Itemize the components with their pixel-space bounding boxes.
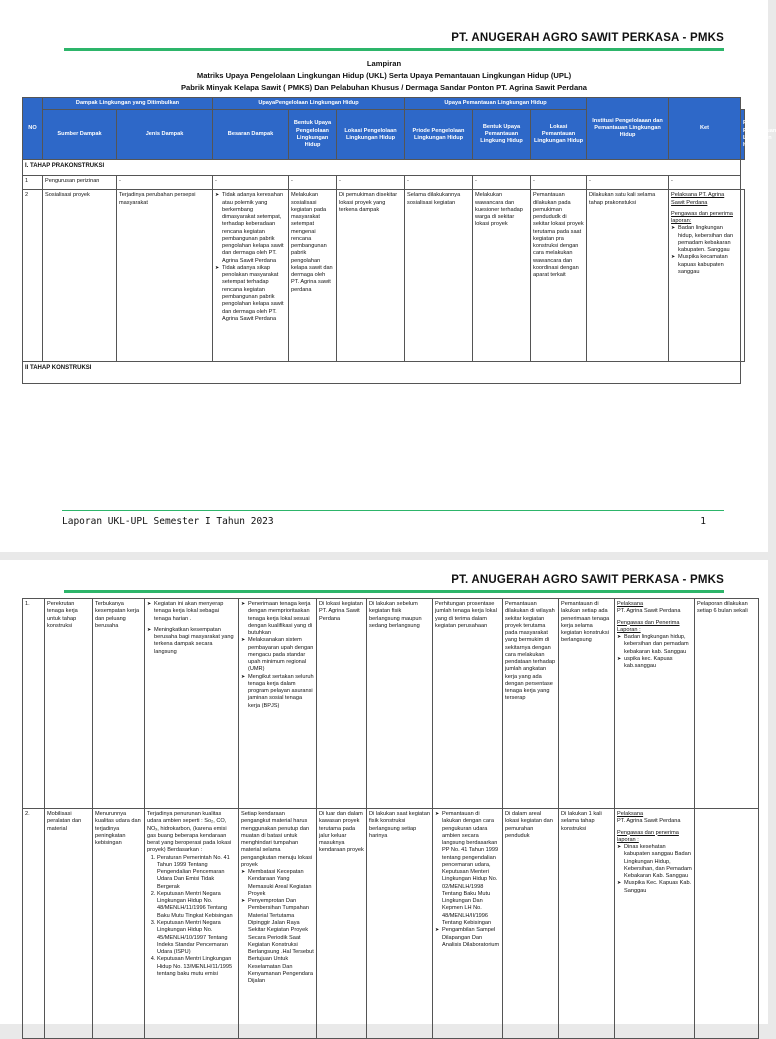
cell-bentuk-ukl: Melakukan sosialisasi kegiatan pada masyarakat setempat mengenai rencana pembangunan pabrik pengolahan kelapa sawit dan dermaga oleh PT. Agrina sawit perdana — [289, 190, 337, 362]
ukl-item: ➤ Mengikut sertakan seluruh tenaga kerja dalam program pelayan asuransi jaminan sosial tenaga kerja (BPJS) — [241, 674, 314, 710]
cell-dash: - — [117, 176, 213, 190]
group-dampak: Dampak Lingkungan yang Ditimbulkan — [43, 98, 213, 110]
cell-besaran — [145, 599, 239, 809]
cell-dash: - — [531, 176, 587, 190]
col-bentuk-upl: Bentuk Upaya Pemantauan Lingkung Hidup — [473, 110, 531, 160]
ukl-upl-matrix-table — [22, 97, 776, 384]
report-page-2 — [0, 560, 768, 1024]
cell-sumber: Sosialisasi proyek — [43, 190, 117, 362]
ukl-item: ➤ Penyemprotan Dan Pembersihan Tumpahan Material Tertutama Dipinggir Jalan Raya Sekitar Kegiatan Proyek Secara Periodik Saat Kegiatan Konstruksi Berlangsung .Hal Tersebut Bertujuan Untuk Keselamatan Dan Kenyamanan Pengendara Dijalan — [241, 898, 314, 985]
inst-pengawas: Pengawas dan penerima — [617, 829, 679, 836]
ukl-item: ➤ Penerimaan tenaga kerja dengan memprioritaskan tenaga kerja lokal sesuai dengan kualifikasi yang di butuhkan — [241, 601, 314, 637]
page-number: 1 — [700, 516, 706, 527]
col-periode-ukl: Priode Pengelolaan Lingkungan Hidup — [405, 110, 473, 160]
cell-bentuk-ukl — [239, 599, 317, 809]
group-upl: Upaya Pemantauan Lingkungan Hidup — [405, 98, 587, 110]
col-ket: Ket — [669, 98, 741, 160]
cell-jenis: Terjadinya perubahan persepsi masyarakat — [117, 190, 213, 362]
table-row — [23, 190, 745, 362]
page-footer — [62, 516, 706, 527]
regulation-item: 2. Keputusan Mentri Negara Lingkungan Hidup No. 48/MENLH/11/1996 Tentang Baku Mutu Tingkat Kebisingan — [157, 891, 236, 920]
cell-institusi — [615, 599, 695, 809]
footer-text: Laporan UKL-UPL Semester I Tahun 2023 — [62, 516, 274, 527]
regulation-item: 1. Peraturan Pemerintah No. 41 Tahun 1999 Tentang Pengendalian Pencemaran Udara Dan Emisi Tidak Bergerak — [157, 855, 236, 891]
besaran-intro: Terjadinya penurunan kualitas udara ambien seperti : So₂, CO, NOₓ, hidrokarbon, (karena emisi gas buang beberapa kendaraan berat yang beroperasi pada lokasi proyek) Berdasarkan : — [147, 811, 232, 854]
inst-item: ➤ Muspika Kec. Kapuas Kab. Sanggau — [617, 880, 692, 895]
ukl-intro: Setiap kendaraan pengangkut material harus menggunakan penutup dan muatan di batasi untuk menghindari tumpahan material selama pengangkutan menuju lokasi proyek — [241, 811, 313, 868]
inst-item: ➤ Dinas kesehatan kabupaten sanggau Badan Lingkungan Hidup, Kebersihan, dan Pemadam Kebakaran Kab. Sanggau — [617, 844, 692, 880]
upl-item: ➤ Pengambilan Sampel Dilapangan Dan Analisis Dilaboratorium — [435, 927, 500, 949]
group-ukl: UpayaPengelolaan Lingkungan Hidup — [213, 98, 405, 110]
ukl-item: ➤ Melaksanakan sistem pembayaran upah dengan mengacu pada standar upah minimum regional (UMR) — [241, 637, 314, 673]
title-pabrik: Pabrik Minyak Kelapa Sawit ( PMKS) Dan Pelabuhan Khusus / Dermaga Sandar Ponton PT. Agrina Sawit Perdana — [180, 83, 588, 92]
col-lokasi-upl: Lokasi Pemantauan Lingkungan Hidup — [531, 110, 587, 160]
footer-divider — [62, 510, 724, 511]
inst-pengawas: Pengawas dan Penerima Laporan : — [617, 619, 680, 633]
inst-item: ➤ Badan lingkungan hidup, kebersihan dan pemadam kebakaran kab. Sanggau — [617, 634, 692, 656]
inst-laporan: laporan : — [617, 836, 639, 843]
table-row — [23, 599, 759, 809]
table-row — [23, 809, 759, 1039]
cell-lokasi-ukl: Di pemukiman disekitar lokasi proyek yang terkena dampak — [337, 190, 405, 362]
cell-periode-ukl: Di lakukan saat kegiatan fisik konstruksi berlangsung setiap harinya — [367, 809, 433, 1039]
ukl-upl-matrix-table-continued — [22, 598, 759, 1039]
col-besaran: Besaran Dampak — [213, 110, 289, 160]
cell-sumber: Perekrutan tenaga kerja untuk tahap konstruksi — [45, 599, 93, 809]
company-header: PT. ANUGERAH AGRO SAWIT PERKASA - PMKS — [451, 574, 724, 586]
cell-dash: - — [289, 176, 337, 190]
cell-bentuk-upl: Melakukan wawancara dan kuesioner terhadap warga di sekitar lokasi proyek — [473, 190, 531, 362]
cell-no: 2. — [23, 809, 45, 1039]
cell-dash: - — [669, 176, 741, 190]
cell-no: 1. — [23, 599, 45, 809]
inst-item: ➤ Badan lingkungan hidup, kebersihan dan pemadam kebakaran kabupaten. Sanggau — [671, 225, 738, 254]
section-konstruksi: II TAHAP KONSTRUKSI — [23, 362, 741, 384]
cell-dash: - — [405, 176, 473, 190]
company-header: PT. ANUGERAH AGRO SAWIT PERKASA - PMKS — [451, 32, 724, 44]
cell-dash: - — [587, 176, 669, 190]
regulation-item: 3. Keputusan Mentri Negara Lingkungan Hidup No. 45/MENLH/10/1997 Tentang Indeks Standar Pencemaran Udara (ISPU) — [157, 920, 236, 956]
col-no: NO — [23, 98, 43, 160]
inst-pelaksana: Pelaksana — [617, 811, 644, 817]
inst-pengawas: Pengawas dan penerima laporan: — [671, 210, 733, 225]
cell-jenis: Terbukanya kesempatan kerja dan peluang berusaha — [93, 599, 145, 809]
cell-sumber: Mobilisasi peralatan dan material — [45, 809, 93, 1039]
col-institusi: Institusi Pengelolaaan dan Pemantauan Lingkungan Hidup — [587, 98, 669, 160]
cell-bentuk-ukl — [239, 809, 317, 1039]
besaran-item: ➤ Tidak adanya sikap penolakan masyarakat setempat terhadap rencana kegiatan pembangunan pabrik pengolahan kelapa sawit dan dermaga oleh PT. Agrina Sawit Perdana — [215, 265, 286, 323]
cell-periode-upl: Pemantauan di lakukan setiap ada penerimaan tenaga kerja selama kegiatan konstruksi berlangsung — [559, 599, 615, 809]
cell-ket: Pelaporan dilakukan setiap 6 bulan sekali — [695, 599, 759, 809]
cell-no: 1 — [23, 176, 43, 190]
inst-pelaksana: Pelaksana — [617, 601, 644, 607]
cell-dash: - — [473, 176, 531, 190]
title-matrix: Matriks Upaya Pengelolaan Lingkungan Hidup (UKL) Serta Upaya Pemantauan Lingkungan Hidup (UPL) — [196, 71, 572, 80]
header-divider — [64, 48, 724, 51]
regulation-item: 4. Keputusan Mentri Lingkungan Hidup No. 13/MENLH/11/1995 tentang baku mutu emisi — [157, 956, 236, 978]
cell-periode-ukl: Di lakukan sebelum kegiatan fisik berlangsung maupun sedang berlangsung — [367, 599, 433, 809]
cell-dash: - — [337, 176, 405, 190]
inst-pelaksana-name: PT. Agrina Sawit Perdana — [617, 608, 681, 615]
upl-item: ➤ Pemantauan di lakukan dengan cara pengukuran udara ambien secara langsung berdasarkan PP No. 41 Tahun 1999 tentang pengendalian pencemaran udara, Keputusan Menteri Lingkungan Hidup No. 02/MENLH/1998 Tentang Baku Mutu Lingkungan Dan Kepmen LH No. 48/MENLH/II/1996 Tentang Kebisingan — [435, 811, 500, 927]
cell-periode-ukl: Selama dilakukannya sosialisasi kegiatan — [405, 190, 473, 362]
inst-item: ➤ Muspika kecamatan kapuas kabupaten sanggau — [671, 254, 738, 276]
cell-institusi — [615, 809, 695, 1039]
cell-institusi — [669, 190, 741, 362]
inst-pelaksana-name: PT. Agrina Sawit Perdana — [617, 818, 681, 825]
col-periode-upl: Periode Pemantauan Lingkungn Hidup — [741, 110, 745, 160]
header-divider — [64, 590, 724, 593]
cell-lokasi-ukl: Di luar dan dalam kawasan proyek terutama pada jalur keluar masuknya kendaraan proyek — [317, 809, 367, 1039]
cell-no: 2 — [23, 190, 43, 362]
cell-sumber: Pengurusan perizinan — [43, 176, 117, 190]
col-bentuk-ukl: Bentuk Upaya Pengelolaan Lingkungan Hidup — [289, 110, 337, 160]
besaran-item: ➤ Kegiatan ini akan menyerap tenaga kerja lokal sebagai tenaga harian . — [147, 601, 236, 623]
cell-lokasi-ukl: Di lokasi kegiatan PT. Agrina Sawit Perdana — [317, 599, 367, 809]
cell-dash: - — [213, 176, 289, 190]
cell-lokasi-upl: Di dalam areal lokasi kegiatan dan pemurahan penduduk — [503, 809, 559, 1039]
cell-ket — [695, 809, 759, 1039]
inst-pelaksana: Pelaksana PT. Agrina Sawit Perdana — [671, 192, 725, 206]
table-row — [23, 176, 745, 190]
inst-item: ➤ uspika kec. Kapuas kab.sanggau — [617, 656, 692, 671]
col-lokasi-ukl: Lokasi Pengelolaan Lingkungan Hidup — [337, 110, 405, 160]
cell-besaran — [213, 190, 289, 362]
besaran-item: ➤ Tidak adanya keresahan atau polemik yang berkembang dimasyarakat setempat, terhadap keberadaan rencana kegiatan pembangunan pabrik pengolahan kelapa sawit dan dermaga oleh PT. Agrina Sawit Perdana — [215, 192, 286, 265]
cell-lokasi-upl: Pemantauan dilakukan pada pemukiman pendududk di sekitar lokasi proyek terutama pada saat kegiatan pra konstruksi dengan cara melakukan wawancara dan koordinasi dengan aparat terkait — [531, 190, 587, 362]
col-sumber: Sumber Dampak — [43, 110, 117, 160]
cell-periode-upl: Dilakukan satu kali selama tahap prakonstuksi — [587, 190, 669, 362]
cell-besaran — [145, 809, 239, 1039]
document-titles — [0, 58, 768, 94]
col-jenis: Jenis Dampak — [117, 110, 213, 160]
cell-jenis: Menurunnya kualitas udara dan terjadinya peningkatan kebisingan — [93, 809, 145, 1039]
cell-periode-upl: Di lakukan 1 kali selama tahap konstruksi — [559, 809, 615, 1039]
title-lampiran: Lampiran — [366, 59, 402, 68]
cell-bentuk-upl — [433, 809, 503, 1039]
cell-bentuk-upl: Perhitungan prosentase jumlah tenaga kerja lokal yang di terima dalam kegiatan perusahaan — [433, 599, 503, 809]
besaran-item: ➤ Meningkatkan kesempatan berusaha bagi masyarakat yang terkena dampak secara langsung — [147, 627, 236, 656]
cell-lokasi-upl: Pemantauan dilakukan di wilayah sekitar kegiatan proyek terutama pada masyarakat yang bermukim di sekitarnya dengan cara melakukan pendataan terhadap jumlah angkatan kerja yang ada dengan persentase tenaga kerja yang terserap — [503, 599, 559, 809]
section-prakonstruksi: I. TAHAP PRAKONSTRUKSI — [23, 160, 741, 176]
ukl-item: ➤ Membatasi Kecepatan Kendaraan Yang Memasuki Areal Kegiatan Proyek — [241, 869, 314, 898]
cell-ket — [741, 190, 745, 362]
